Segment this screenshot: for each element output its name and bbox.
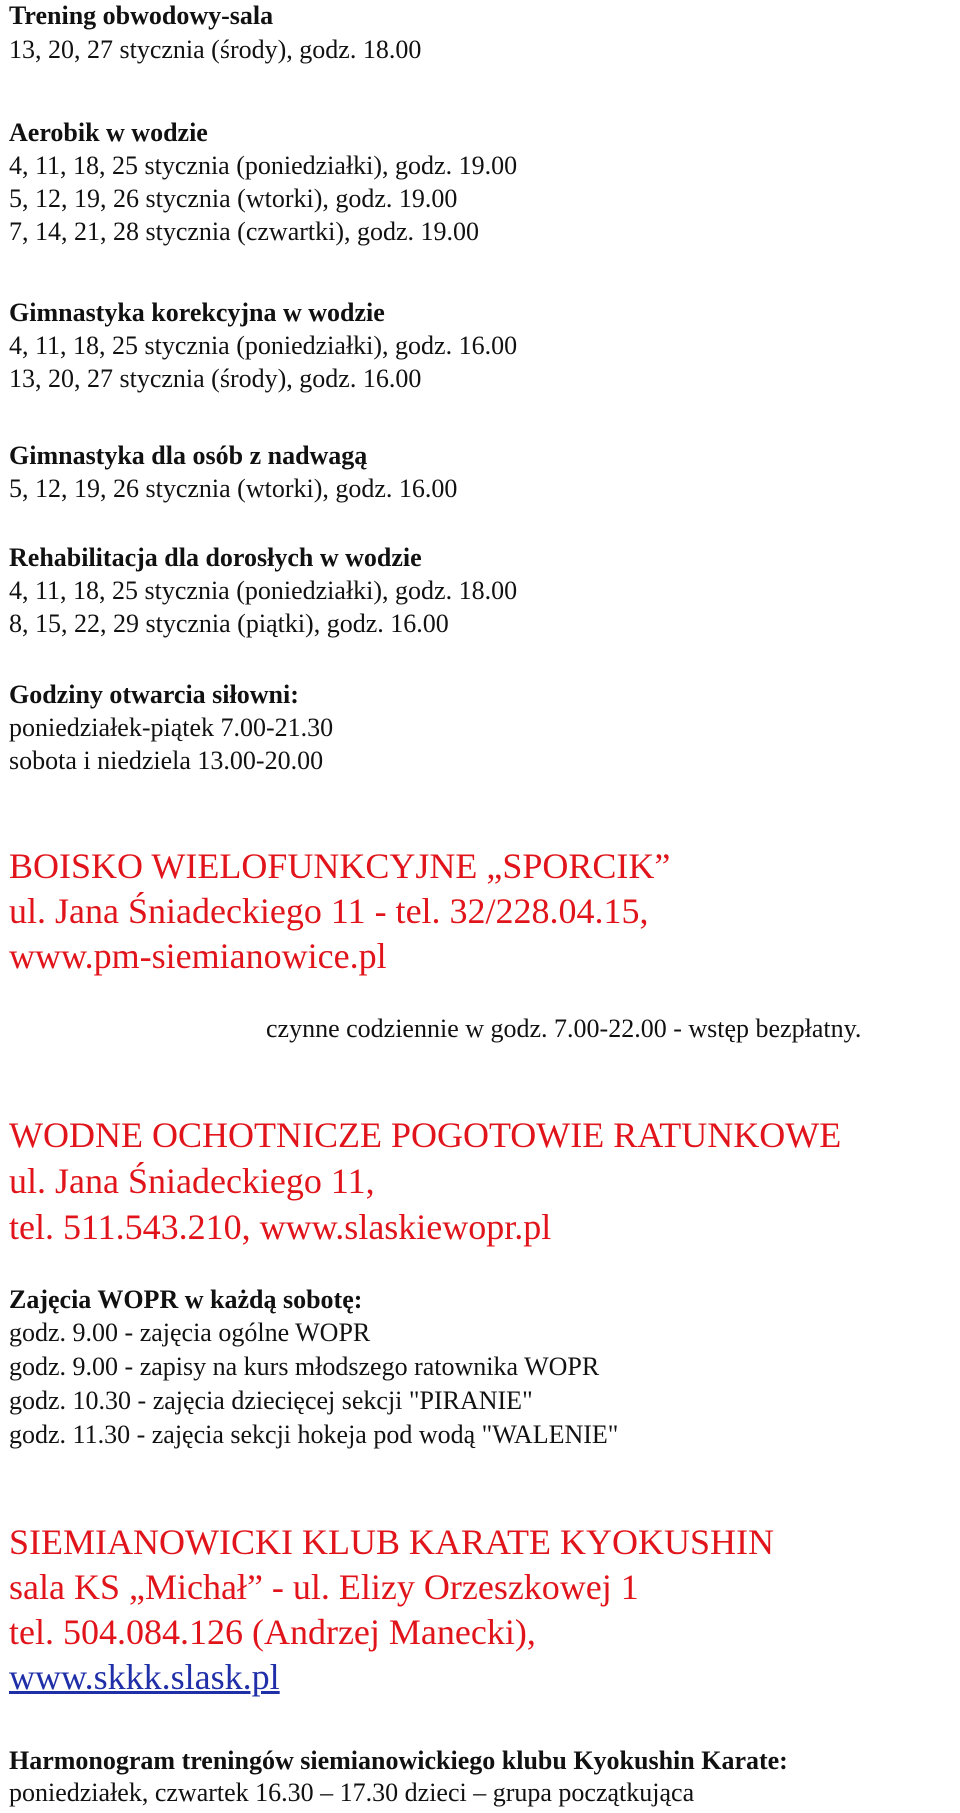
wopr-title: WODNE OCHOTNICZE POGOTOWIE RATUNKOWE [9,1115,842,1155]
karate-schedule-heading: Harmonogram treningów siemianowickiego klubu Kyokushin Karate: [9,1746,788,1775]
hours-line: poniedziałek-piątek 7.00-21.30 [9,713,334,742]
wopr-class-line: godz. 9.00 - zapisy na kurs młodszego ratownika WOPR [9,1352,600,1381]
karate-title: SIEMIANOWICKI KLUB KARATE KYOKUSHIN [9,1522,774,1562]
wopr-address: ul. Jana Śniadeckiego 11, [9,1161,375,1201]
boisko-note: czynne codziennie w godz. 7.00-22.00 - wstęp bezpłatny. [266,1014,862,1043]
schedule-line: 4, 11, 18, 25 stycznia (poniedziałki), godz. 16.00 [9,331,518,360]
schedule-line: 5, 12, 19, 26 stycznia (wtorki), godz. 16.00 [9,474,458,503]
hours-line: sobota i niedziela 13.00-20.00 [9,746,324,775]
wopr-class-line: godz. 9.00 - zajęcia ogólne WOPR [9,1318,371,1347]
karate-venue: sala KS „Michał” - ul. Elizy Orzeszkowej 1 [9,1567,639,1607]
karate-phone: tel. 504.084.126 (Andrzej Manecki), [9,1612,536,1652]
wopr-classes-heading: Zajęcia WOPR w każdą sobotę: [9,1285,363,1314]
section-heading-training: Trening obwodowy-sala [9,1,274,30]
boisko-title: BOISKO WIELOFUNKCYJNE „SPORCIK” [9,846,671,886]
karate-schedule-line: poniedziałek, czwartek 16.30 – 17.30 dzieci – grupa początkująca [9,1778,695,1807]
schedule-line: 13, 20, 27 stycznia (środy), godz. 18.00 [9,35,422,64]
schedule-line: 7, 14, 21, 28 stycznia (czwartki), godz. 19.00 [9,217,480,246]
section-heading-silownia: Godziny otwarcia siłowni: [9,680,299,709]
wopr-class-line: godz. 11.30 - zajęcia sekcji hokeja pod wodą "WALENIE" [9,1420,619,1449]
schedule-line: 4, 11, 18, 25 stycznia (poniedziałki), godz. 18.00 [9,576,518,605]
schedule-line: 13, 20, 27 stycznia (środy), godz. 16.00 [9,364,422,393]
schedule-line: 8, 15, 22, 29 stycznia (piątki), godz. 16.00 [9,609,449,638]
schedule-line: 4, 11, 18, 25 stycznia (poniedziałki), godz. 19.00 [9,151,518,180]
section-heading-rehabilitacja: Rehabilitacja dla dorosłych w wodzie [9,543,422,572]
boisko-website-link[interactable]: www.pm-siemianowice.pl [9,936,387,976]
section-heading-aerobik: Aerobik w wodzie [9,118,208,147]
wopr-contact: tel. 511.543.210, www.slaskiewopr.pl [9,1207,552,1247]
wopr-class-line: godz. 10.30 - zajęcia dziecięcej sekcji "PIRANIE" [9,1386,533,1415]
section-heading-gimnastyka-korekcyjna: Gimnastyka korekcyjna w wodzie [9,298,385,327]
section-heading-gimnastyka-nadwaga: Gimnastyka dla osób z nadwagą [9,441,368,470]
schedule-line: 5, 12, 19, 26 stycznia (wtorki), godz. 19.00 [9,184,458,213]
karate-website-link[interactable]: www.skkk.slask.pl [9,1657,280,1697]
boisko-address: ul. Jana Śniadeckiego 11 - tel. 32/228.04.15, [9,891,649,931]
